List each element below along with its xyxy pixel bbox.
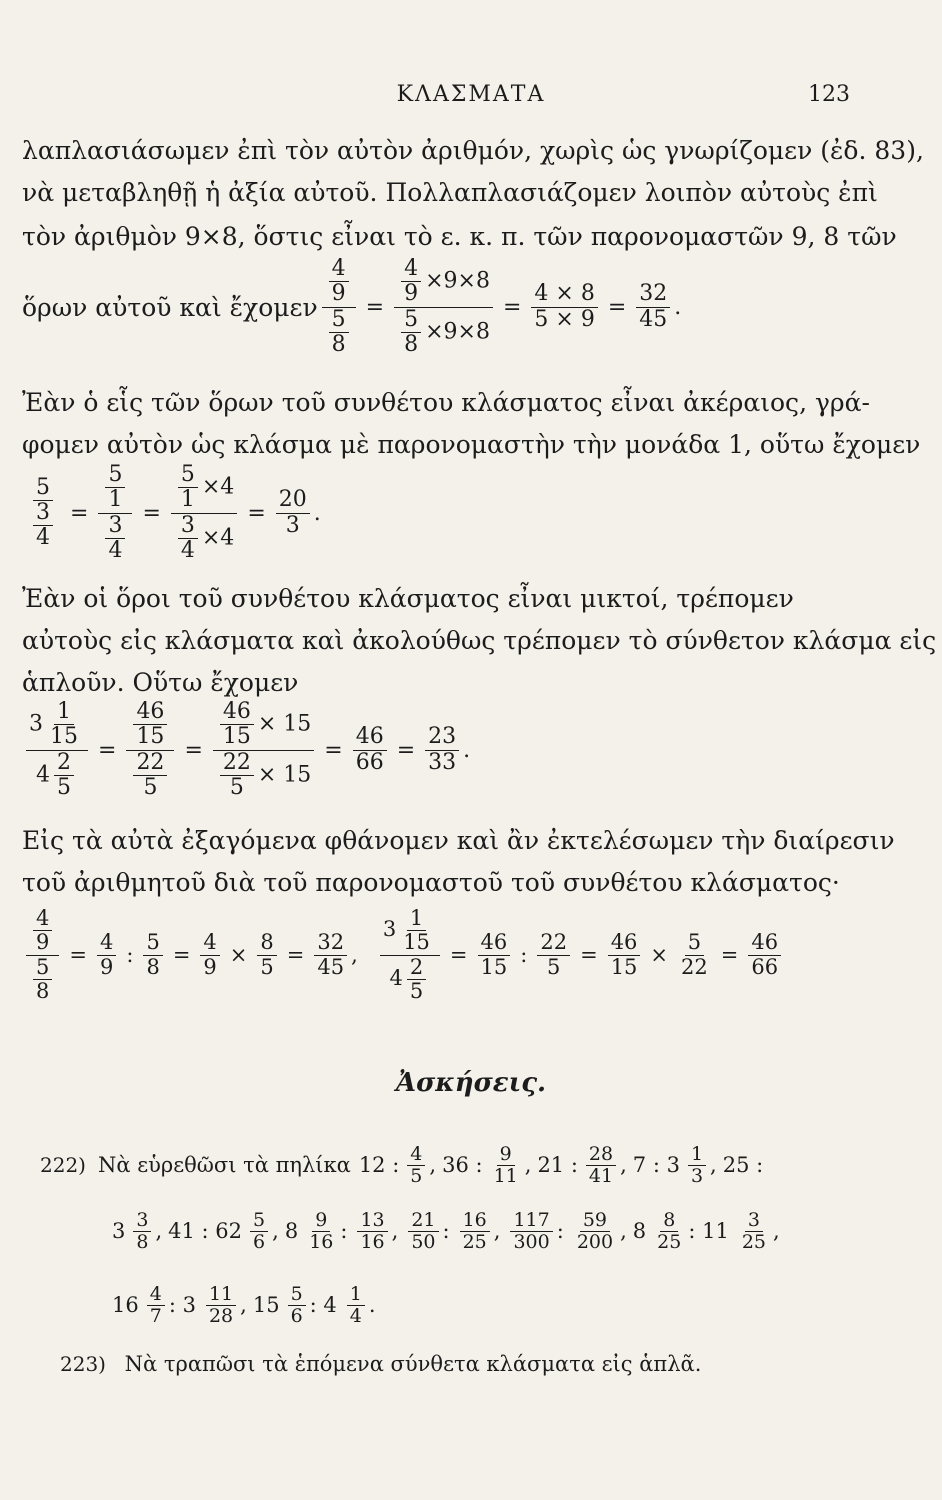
text-line-1: λαπλασιάσωμεν ἐπὶ τὸν αὐτὸν ἀριθμόν, χωρὶς ὡς γνωρίζομεν (ἐδ. 83), (22, 136, 924, 165)
term-fraction (491, 1144, 521, 1187)
fraction-denominator: 16 (360, 1230, 385, 1253)
fraction-numerator: 3 (133, 1210, 151, 1232)
text-line-10: Εἰς τὰ αὐτὰ ἐξαγόμενα φθάνομεν καὶ ἂν ἐκτελέσωμεν τὴν διαίρεσιν (22, 826, 895, 855)
exercise-222-line-1 (359, 1144, 773, 1187)
term-whole: 12 : (358, 1153, 400, 1178)
exercise-223 (60, 1352, 701, 1376)
fraction-numerator: 5 (250, 1210, 268, 1232)
fraction-denominator: 25 (657, 1230, 682, 1253)
result-fraction: $\frac{32}{45}$ (636, 282, 670, 331)
compound-fraction-5: $\frac{5}{1}$ ×4 $\frac{3}{4}$ ×4 (171, 463, 237, 563)
term-fraction (288, 1284, 306, 1327)
term-whole: 25 : (722, 1153, 764, 1178)
exercise-term (570, 1210, 627, 1253)
page-header (0, 82, 942, 112)
fraction-numerator: 4 (407, 1144, 425, 1166)
fraction-numerator: 21 (408, 1210, 438, 1232)
fraction-denominator: 300 (513, 1230, 550, 1253)
term-fraction (654, 1210, 684, 1253)
fraction-numerator: 28 (586, 1144, 616, 1166)
equation-1: ὅρων αὐτοῦ καὶ ἔχομεν $\frac{\frac{4}{9}}{\frac{5}{8}}$ = $\frac{4}{9}$ ×9×8 $\frac{5}{8}$ ×9×8 = $\frac{4 \times 8}{5 \times 9}$ = $\frac{32}{45}$ . (22, 256, 682, 357)
term-whole: 3 (112, 1219, 126, 1244)
term-separator: . (368, 1293, 376, 1318)
fraction-denominator: 7 (149, 1304, 162, 1327)
term-separator: , (773, 1219, 780, 1244)
mixed-compound-fraction: 3 $\frac{1}{15}$ 4 $\frac{2}{5}$ (26, 700, 88, 800)
exercise-number-223: 223) (60, 1352, 106, 1376)
term-separator: : 11 (688, 1219, 729, 1244)
page-number: 123 (808, 82, 850, 107)
fraction-denominator: 41 (588, 1164, 614, 1187)
text-line-4: ὅρων αὐτοῦ καὶ ἔχομεν (22, 292, 318, 322)
fraction-denominator: 200 (576, 1230, 614, 1253)
fraction-numerator: 9 (497, 1144, 515, 1166)
fraction-denominator: 3 (690, 1164, 704, 1187)
fraction-numerator: 16 (460, 1210, 490, 1232)
exercises-heading: Ἀσκήσεις. (395, 1068, 547, 1098)
exercise-term (456, 1210, 501, 1253)
term-separator: , (155, 1219, 163, 1244)
term-whole: 36 : (442, 1153, 483, 1178)
term-separator: , (620, 1219, 627, 1244)
compound-fraction-7: $\frac{46}{15}$ × 15 $\frac{22}{5}$ × 15 (213, 700, 314, 800)
term-fraction (407, 1144, 425, 1187)
term-fraction (408, 1210, 438, 1253)
intermediate-fraction: $\frac{46}{66}$ (353, 725, 387, 774)
exercise-text: Νὰ εὑρεθῶσι τὰ πηλίκα (97, 1153, 351, 1178)
fraction-denominator: 5 (410, 1164, 423, 1187)
fraction-numerator: 1 (688, 1144, 706, 1166)
compound-fraction-6: $\frac{\frac{46}{15}}{\frac{22}{5}}$ (126, 700, 174, 800)
term-whole: 21 : (537, 1153, 578, 1178)
compound-fraction-1: $\frac{\frac{4}{9}}{\frac{5}{8}}$ (322, 257, 356, 357)
fraction-denominator: 50 (411, 1230, 436, 1253)
exercise-term (506, 1210, 563, 1253)
equation-3: 3 $\frac{1}{15}$ 4 $\frac{2}{5}$ = $\frac{\frac{46}{15}}{\frac{22}{5}}$ = $\frac{46}{15}$ × 15 $\frac{22}{5}$ × 15 = $\frac{46}{66}$ = $\frac{23}{33}$ . (22, 694, 470, 806)
fraction-numerator: 1 (347, 1284, 365, 1306)
exercise-222-line-2 (112, 1210, 786, 1253)
term-separator: : 3 (168, 1293, 196, 1318)
product-fraction: $\frac{4 \times 8}{5 \times 9}$ (531, 282, 597, 331)
exercise-term (285, 1210, 348, 1253)
fraction-numerator: 59 (580, 1210, 610, 1232)
exercise-222-line-3 (112, 1284, 382, 1327)
term-whole: 41 : 62 (168, 1219, 243, 1244)
term-separator: : (442, 1219, 450, 1244)
fraction-numerator: 4 (147, 1284, 165, 1306)
exercise-term (633, 1210, 729, 1253)
exercise-222 (40, 1144, 773, 1187)
text-line-6: φομεν αὐτὸν ὡς κλάσμα μὲ παρονομαστὴν τὴν μονάδα 1, οὕτω ἔχομεν (22, 430, 921, 459)
exercise-number: 222) (40, 1153, 86, 1178)
text-line-9: ἁπλοῦν. Οὕτω ἔχομεν (22, 668, 299, 697)
term-separator: , (429, 1153, 437, 1178)
exercise-text-223: Νὰ τραπῶσι τὰ ἑπόμενα σύνθετα κλάσματα εἰς ἁπλᾶ. (124, 1352, 702, 1376)
term-whole: 16 (112, 1293, 139, 1318)
text-line-11: τοῦ ἀριθμητοῦ διὰ τοῦ παρονομαστοῦ τοῦ συνθέτου κλάσματος· (22, 868, 840, 897)
compound-fraction-3: $\frac{5}{\frac{3}{4}}$ (26, 476, 60, 551)
term-whole: 7 : 3 (632, 1153, 680, 1178)
exercise-term (633, 1144, 717, 1187)
fraction-numerator: 13 (357, 1210, 387, 1232)
exercise-222-cont-1 (112, 1210, 786, 1253)
result-fraction-2: $\frac{20}{3}$ (276, 488, 310, 537)
term-fraction (250, 1210, 268, 1253)
exercise-term (168, 1210, 279, 1253)
term-whole: 15 (252, 1293, 280, 1318)
exercise-term (404, 1210, 449, 1253)
term-fraction (147, 1284, 165, 1327)
term-separator: , (620, 1153, 627, 1178)
term-fraction (574, 1210, 616, 1253)
text-line-8: αὐτοὺς εἰς κλάσματα καὶ ἀκολούθως τρέπομεν τὸ σύνθετον κλάσμα εἰς (22, 626, 937, 655)
exercise-term (112, 1284, 196, 1327)
term-fraction (347, 1284, 365, 1327)
fraction-denominator: 16 (309, 1230, 334, 1253)
exercise-term (359, 1144, 436, 1187)
exercise-term (343, 1284, 376, 1327)
text-line-7: Ἐὰν οἱ ὅροι τοῦ συνθέτου κλάσματος εἶναι μικτοί, τρέπομεν (22, 584, 794, 613)
compound-fraction-2: $\frac{4}{9}$ ×9×8 $\frac{5}{8}$ ×9×8 (394, 257, 493, 357)
fraction-numerator: 9 (312, 1210, 330, 1232)
term-fraction (357, 1210, 387, 1253)
exercise-term (112, 1210, 162, 1253)
term-fraction (586, 1144, 616, 1187)
exercise-term (353, 1210, 398, 1253)
term-fraction (739, 1210, 769, 1253)
exercise-term (253, 1284, 337, 1327)
fraction-numerator: 3 (745, 1210, 763, 1232)
exercise-term (735, 1210, 780, 1253)
result-fraction-3: $\frac{23}{33}$ (425, 725, 459, 774)
term-whole: 8 (284, 1219, 299, 1244)
term-separator: , (493, 1219, 501, 1244)
equation-4: $\frac{\frac{4}{9}}{\frac{5}{8}}$ = $\frac{4}{9}$ : $\frac{5}{8}$ = $\frac{4}{9}$ × $\frac{8}{5}$ = $\frac{32}{45}$ , 3 $\frac{1}{15}$ 4 $\frac{2}{5}$ = $\frac{46}{15}$ : $\frac{22}{5}$ = $\frac{46}{15}$ × $\frac{5}{22}$ = $\frac{46}{66}$ (22, 896, 785, 1014)
fraction-numerator: 8 (660, 1210, 678, 1232)
term-separator: , (524, 1153, 532, 1178)
compound-fraction-4: $\frac{\frac{5}{1}}{\frac{3}{4}}$ (98, 463, 132, 563)
term-separator: : (340, 1219, 348, 1244)
term-separator: , (272, 1219, 279, 1244)
fraction-denominator: 4 (349, 1304, 362, 1327)
term-fraction (306, 1210, 336, 1253)
fraction-numerator: 11 (206, 1284, 236, 1306)
exercise-term (723, 1153, 767, 1177)
term-separator: , (391, 1219, 399, 1244)
fraction-denominator: 6 (290, 1304, 303, 1327)
running-title: ΚΛΑΣΜΑΤΑ (396, 82, 546, 107)
exercise-term (537, 1144, 626, 1187)
fraction-numerator: 5 (288, 1284, 306, 1306)
term-fraction (460, 1210, 490, 1253)
term-whole: 8 (632, 1219, 647, 1244)
text-line-3: τὸν ἀριθμὸν 9×8, ὅστις εἶναι τὸ ε. κ. π. τῶν παρονομαστῶν 9, 8 τῶν (22, 222, 897, 251)
equation-2: $\frac{5}{\frac{3}{4}}$ = $\frac{\frac{5}{1}}{\frac{3}{4}}$ = $\frac{5}{1}$ ×4 $\frac{3}{4}$ ×4 = $\frac{20}{3}$ . (22, 458, 321, 568)
fraction-denominator: 8 (136, 1230, 149, 1253)
fraction-numerator: 117 (510, 1210, 552, 1232)
fraction-denominator: 28 (208, 1304, 234, 1327)
term-fraction (133, 1210, 151, 1253)
term-separator: , (240, 1293, 247, 1318)
term-separator: : 4 (309, 1293, 337, 1318)
compound-fraction-8: $\frac{\frac{4}{9}}{\frac{5}{8}}$ (26, 907, 59, 1002)
exercise-term (442, 1144, 531, 1187)
exercise-222-cont-2 (112, 1284, 382, 1327)
mixed-compound-fraction-2: 3 $\frac{1}{15}$ 4 $\frac{2}{5}$ (380, 907, 440, 1002)
term-fraction (206, 1284, 236, 1327)
text-line-5: Ἐὰν ὁ εἷς τῶν ὅρων τοῦ συνθέτου κλάσματος εἶναι ἀκέραιος, γρά- (22, 388, 870, 417)
fraction-denominator: 11 (493, 1164, 518, 1187)
fraction-denominator: 6 (253, 1230, 266, 1253)
fraction-denominator: 25 (741, 1230, 766, 1253)
term-fraction (510, 1210, 552, 1253)
term-separator: : (556, 1219, 564, 1244)
term-fraction (688, 1144, 706, 1187)
term-separator: , (710, 1153, 717, 1178)
fraction-denominator: 25 (462, 1230, 487, 1253)
text-line-2: νὰ μεταβληθῇ ἡ ἀξία αὐτοῦ. Πολλαπλασιάζομεν λοιπὸν αὐτοὺς ἐπὶ (22, 178, 878, 207)
exercise-term (202, 1284, 247, 1327)
